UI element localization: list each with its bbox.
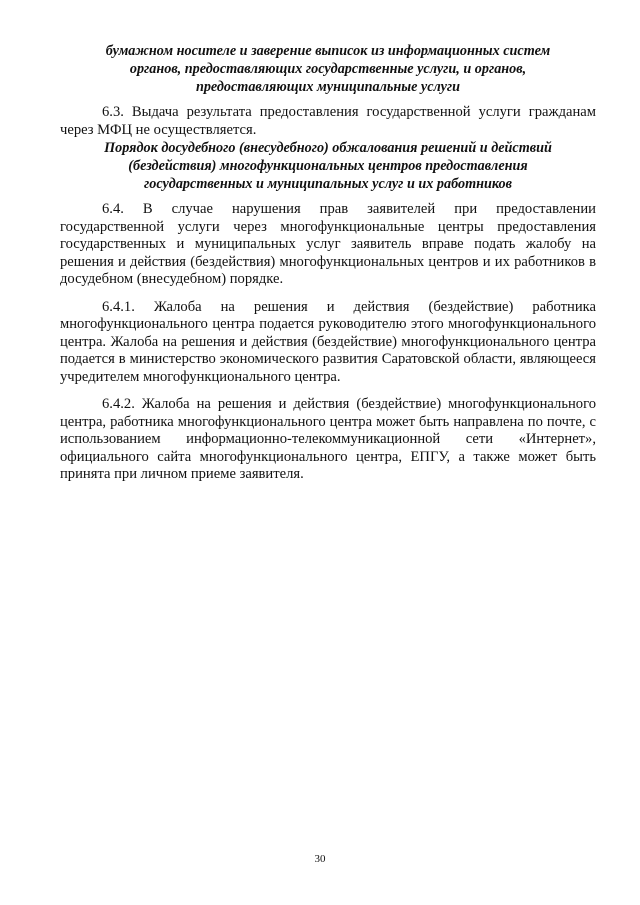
paragraph-6-4: 6.4. В случае нарушения прав заявителей при предоставлении государственной услуги через многофункциональные центры предоставления государственных и муниципальных услуг заявитель вправе подать жалобу на решения и действия (бездействия) многофункциональных центров и их работников в досудебном (внесудебном) порядке.	[60, 201, 596, 287]
heading-line: (бездействия) многофункциональных центров предоставления	[128, 158, 528, 174]
document-page	[60, 42, 596, 484]
paragraph-6-4-1: 6.4.1. Жалоба на решения и действия (бездействие) работника многофункционального центра подается руководителю этого многофункционального центра. Жалоба на решения и действия (бездействие) многофункционального центра подается в министерство экономического развития Саратовской области, являющееся учредителем многофункционального центра.	[60, 298, 596, 385]
section-heading-top	[60, 42, 596, 96]
section-heading-appeal	[60, 139, 596, 193]
heading-line: бумажном носителе и заверение выписок из информационных систем	[105, 43, 551, 59]
paragraph-6-3: 6.3. Выдача результата предоставления государственной услуги гражданам через МФЦ не осуществляется.	[60, 104, 596, 138]
heading-line: государственных и муниципальных услуг и их работников	[144, 176, 512, 192]
page-number: 30	[314, 853, 326, 865]
heading-line: предоставляющих муниципальные услуги	[195, 79, 461, 95]
heading-line: органов, предоставляющих государственные услуги, и органов,	[129, 61, 527, 77]
paragraph-6-4-2: 6.4.2. Жалоба на решения и действия (бездействие) многофункционального центра, работника многофункционального центра может быть направлена по почте, с использованием информационно-телекоммуникационной сети «Интернет», официального сайта многофункционального центра, ЕПГУ, а также может быть принята при личном приеме заявителя.	[60, 396, 596, 482]
heading-line: Порядок досудебного (внесудебного) обжалования решений и действий	[104, 140, 552, 156]
